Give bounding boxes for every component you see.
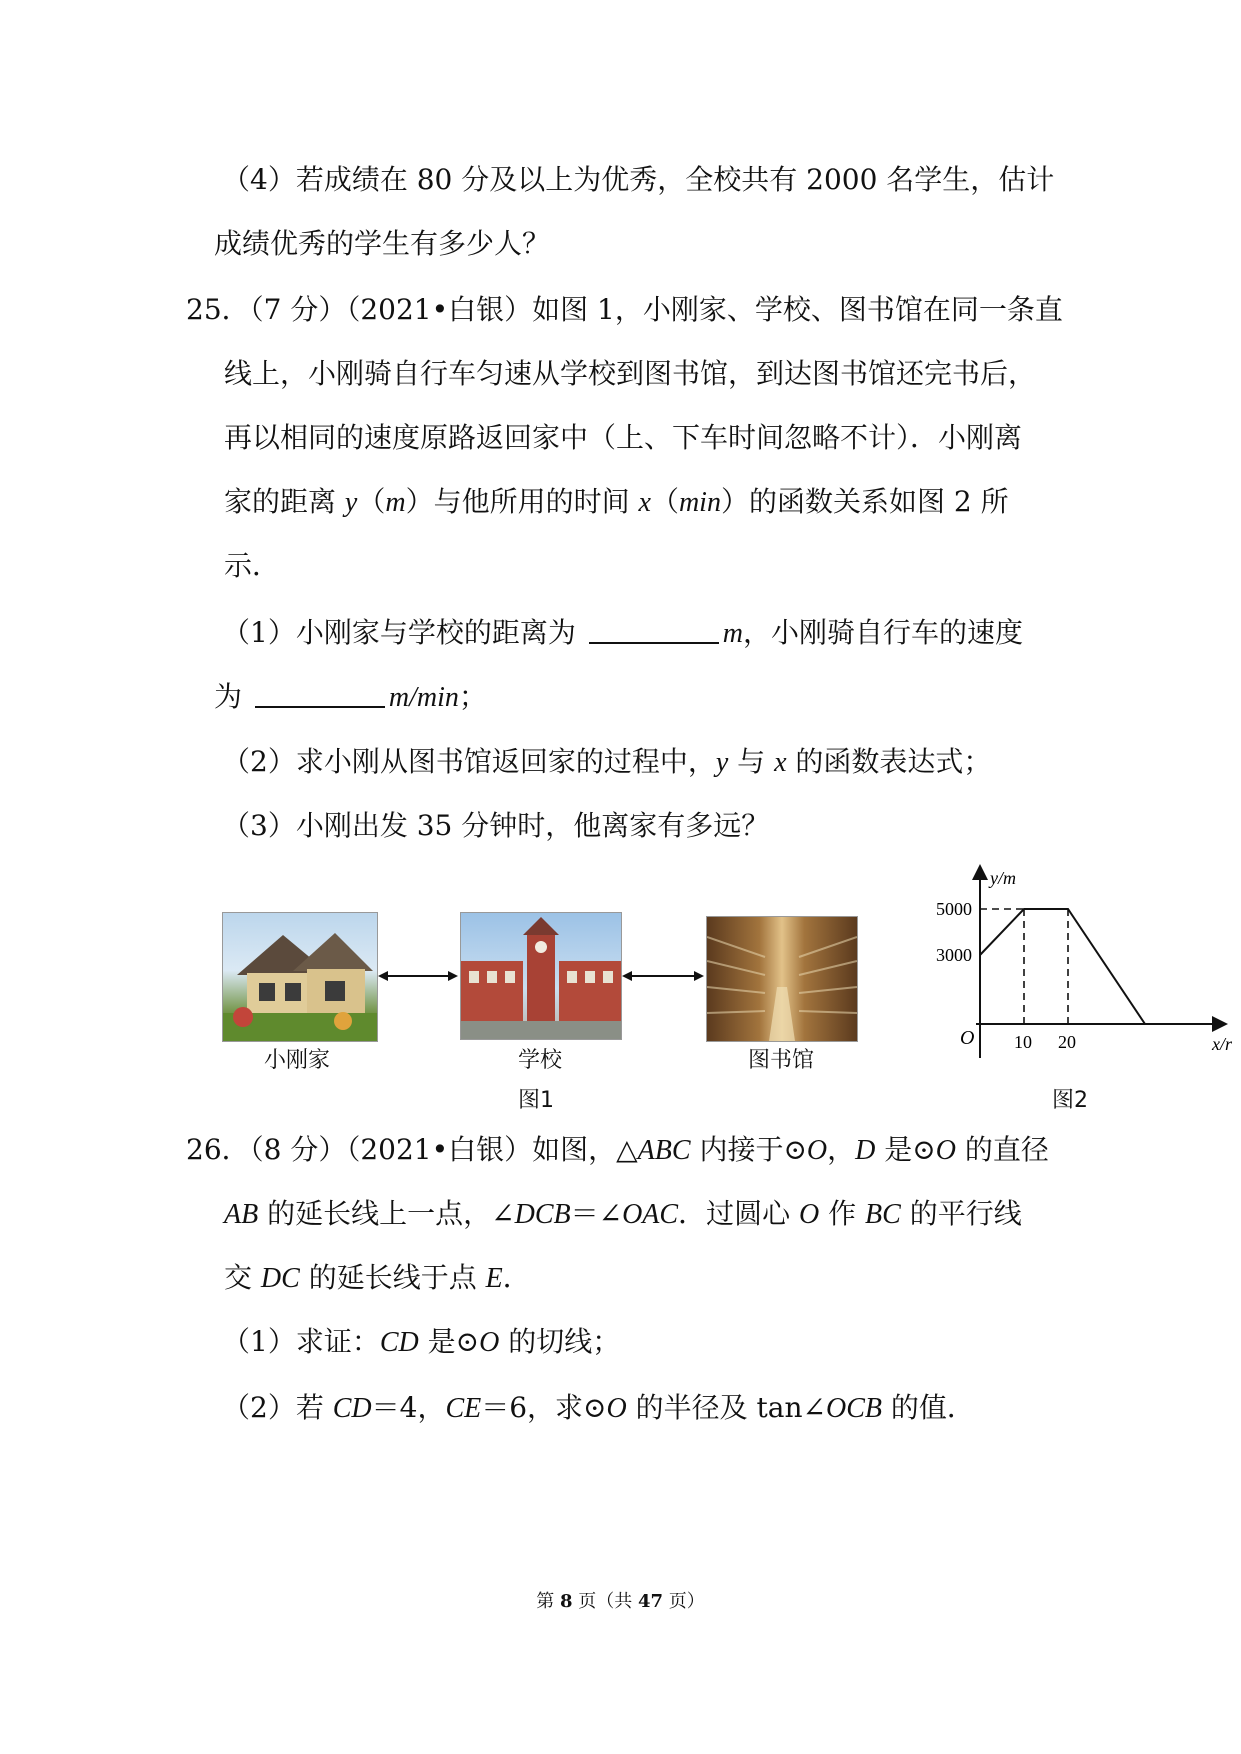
q25-line1: 25．（7 分）（2021•白银）如图 1，小刚家、学校、图书馆在同一条直 xyxy=(186,293,1063,326)
answer-blank-distance[interactable] xyxy=(589,612,719,644)
q25-line3: 再以相同的速度原路返回家中（上、下车时间忽略不计）．小刚离 xyxy=(224,421,1023,454)
double-arrow-icon xyxy=(622,966,704,986)
q26-line1: 26．（8 分）（2021•白银）如图，△ABC 内接于⊙O，D 是⊙O 的直径 xyxy=(186,1133,1049,1166)
q25-part1-line1: （1）小刚家与学校的距离为 m，小刚骑自行车的速度 xyxy=(222,612,1023,654)
school-photo xyxy=(460,912,622,1040)
double-arrow-icon xyxy=(378,966,458,986)
q26-line3: 交 DC 的延长线于点 E． xyxy=(224,1261,531,1294)
page-footer: 第 8 页（共 47 页） xyxy=(536,1591,705,1612)
y-tick-5000: 5000 xyxy=(936,899,972,919)
figure2-label: 图2 xyxy=(1052,1088,1088,1113)
q26-part1: （1）求证：CD 是⊙O 的切线； xyxy=(222,1325,621,1358)
q25-line2: 线上，小刚骑自行车匀速从学校到图书馆，到达图书馆还完书后， xyxy=(224,357,1037,390)
x-axis-label: x/r xyxy=(1212,1034,1232,1054)
q24-part4-line1: （4）若成绩在 80 分及以上为优秀，全校共有 2000 名学生，估计 xyxy=(222,163,1055,196)
caption-library: 图书馆 xyxy=(747,1048,814,1073)
distance-series-line xyxy=(980,909,1145,1024)
y-axis-label: y/m xyxy=(990,868,1016,888)
q25-line5: 示． xyxy=(224,549,281,582)
distance-time-graph xyxy=(932,862,1232,1062)
x-tick-10: 10 xyxy=(1014,1032,1032,1052)
answer-blank-speed[interactable] xyxy=(255,676,385,708)
q26-part2: （2）若 CD＝4，CE＝6，求⊙O 的半径及 tan∠OCB 的值． xyxy=(222,1391,975,1424)
q25-part2: （2）求小刚从图书馆返回家的过程中，y 与 x 的函数表达式； xyxy=(222,745,992,778)
house-photo xyxy=(222,912,378,1042)
y-tick-3000: 3000 xyxy=(936,945,972,965)
origin-label: O xyxy=(960,1027,975,1049)
library-photo xyxy=(706,916,858,1042)
figure1-label: 图1 xyxy=(518,1088,554,1113)
caption-school: 学校 xyxy=(517,1048,562,1073)
caption-home: 小刚家 xyxy=(263,1048,330,1073)
q25-part1-line2: 为 m/min； xyxy=(214,676,487,718)
q25-part3: （3）小刚出发 35 分钟时，他离家有多远？ xyxy=(222,809,770,842)
q26-line2: AB 的延长线上一点，∠DCB＝∠OAC．过圆心 O 作 BC 的平行线 xyxy=(224,1197,1022,1230)
q25-line4: 家的距离 y（m）与他所用的时间 x（min）的函数关系如图 2 所 xyxy=(224,485,1009,518)
q24-part4-line2: 成绩优秀的学生有多少人？ xyxy=(214,227,551,260)
x-tick-20: 20 xyxy=(1058,1032,1076,1052)
